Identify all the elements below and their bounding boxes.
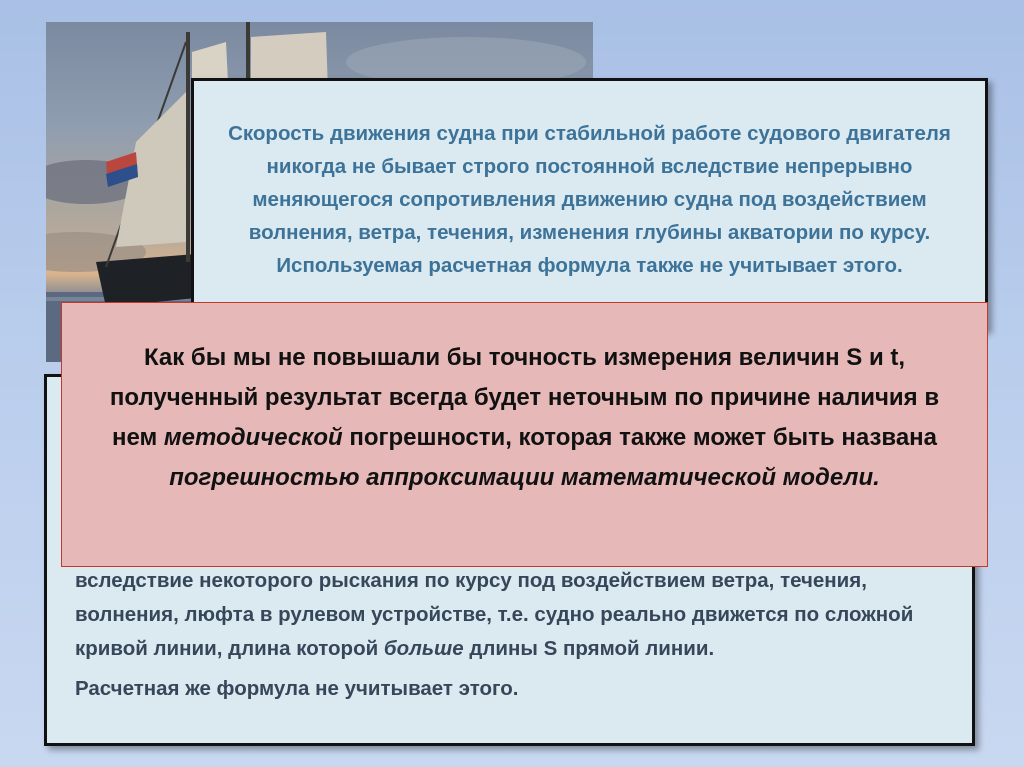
callout-part1: Как бы мы не повышали бы точность измерения величин S и t, полученный результат всегда будет неточным по причине наличия в нем xyxy=(109,344,940,451)
speed-text: Скорость движения судна при стабильной работе судового двигателя никогда не бывает строго постоянной вследствие непрерывно меняющегося сопротивления движению судна под воздействием волнения, ветра, течения, изменения глубины акватории по курсу. Используемая расчетная формула также не учитывает этого. xyxy=(228,122,951,277)
callout-emphasis-approx: погрешностью аппроксимации математической модели. xyxy=(169,464,880,491)
callout-text xyxy=(102,338,947,498)
course-text-part1: вследствие некоторого рыскания по курсу под воздействием ветра, течения, волнения, люфта в рулевом устройстве, т.е. судно реально движется по сложной кривой линии, длина которой xyxy=(75,569,914,660)
course-text-part2: длины S прямой линии. xyxy=(463,637,715,660)
course-text xyxy=(75,564,950,666)
callout-part2: погрешности, которая также может быть названа xyxy=(342,424,938,451)
info-box-speed xyxy=(191,78,988,330)
error-callout xyxy=(61,302,988,567)
course-text-emphasis: больше xyxy=(383,637,464,660)
callout-emphasis-method: методической xyxy=(163,424,343,451)
formula-note: Расчетная же формула не учитывает этого. xyxy=(75,677,519,700)
